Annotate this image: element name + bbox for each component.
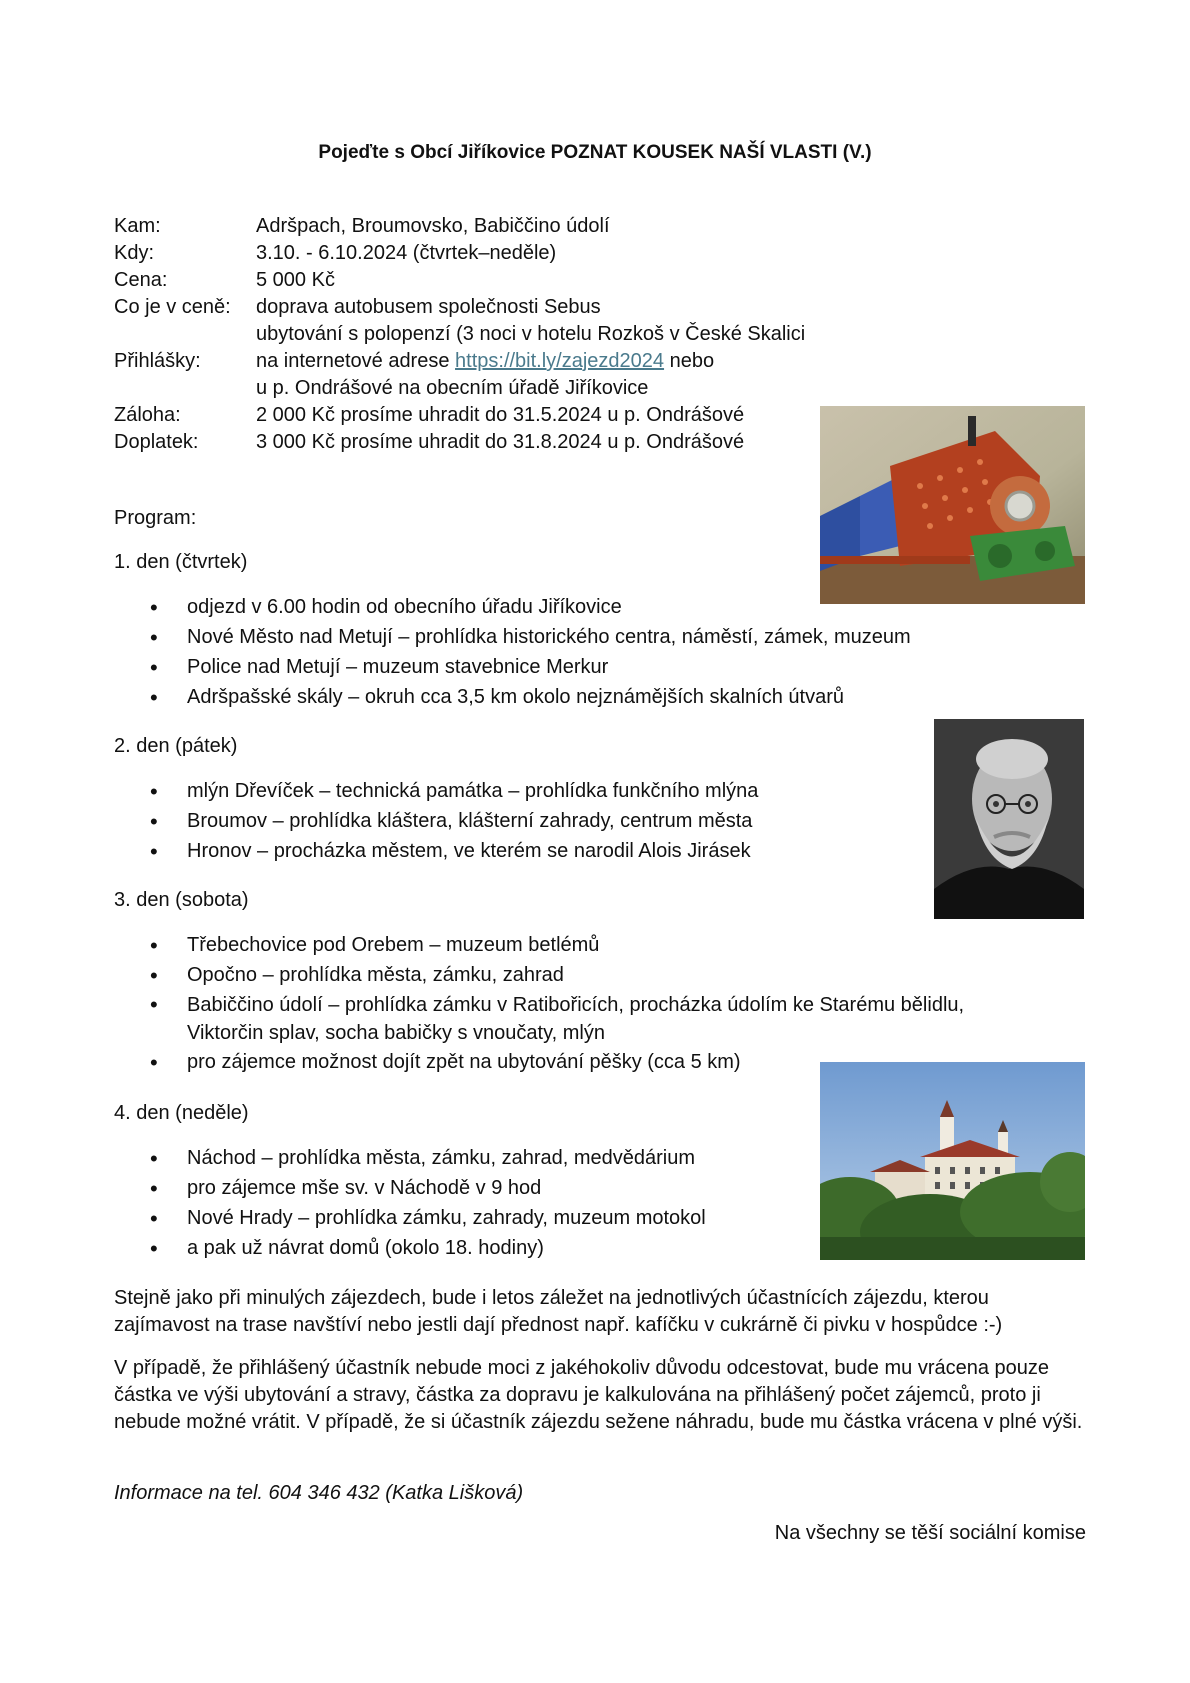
info-row-zaloha	[114, 402, 805, 429]
train-photo	[820, 406, 1085, 604]
castle-illustration	[820, 1062, 1085, 1260]
info-value: 3.10. - 6.10.2024 (čtvrtek–neděle)	[256, 242, 557, 264]
list-item: • Nové Hrady – prohlídka zámku, zahrady, muzeum motokol	[150, 1204, 706, 1233]
program-label: Program:	[114, 507, 197, 529]
info-label: Doplatek:	[114, 431, 199, 453]
day-list	[150, 931, 964, 1078]
list-item: • mlýn Dřevíček – technická památka – prohlídka funkčního mlýna	[150, 777, 758, 806]
signature: Na všechny se těší sociální komise	[774, 1522, 1086, 1544]
info-label: Kdy:	[114, 242, 155, 264]
prihlasky-prefix: na internetové adrese	[256, 350, 456, 372]
day-heading: 3. den (sobota)	[114, 889, 249, 911]
list-item-line: Babiččino údolí – prohlídka zámku v Ratibořicích, procházka údolím ke Starému bělidlu,	[187, 994, 965, 1016]
info-row-doplatek	[114, 429, 805, 456]
info-row-cene	[114, 294, 805, 321]
page-title: Pojeďte s Obcí Jiříkovice POZNAT KOUSEK NAŠÍ VLASTI (V.)	[318, 142, 872, 163]
list-item: • Nové Město nad Metují – prohlídka historického centra, náměstí, zámek, muzeum	[150, 623, 911, 652]
info-value: 5 000 Kč	[256, 269, 335, 291]
day-heading: 1. den (čtvrtek)	[114, 551, 248, 573]
list-item: • pro zájemce možnost dojít zpět na ubytování pěšky (cca 5 km)	[150, 1048, 964, 1077]
day-heading: 4. den (neděle)	[114, 1102, 249, 1124]
info-label-empty	[114, 321, 256, 348]
list-item: • Třebechovice pod Orebem – muzeum betlémů	[150, 931, 964, 960]
info-label: Cena:	[114, 269, 168, 291]
info-label: Kam:	[114, 215, 161, 237]
list-item: • Hronov – procházka městem, ve kterém se narodil Alois Jirásek	[150, 837, 758, 866]
info-value	[256, 348, 714, 375]
day-heading: 2. den (pátek)	[114, 735, 238, 757]
info-paragraph: Stejně jako při minulých zájezdech, bude i letos záležet na jednotlivých účastnících zájezdu, kterou zajímavost na trase navštíví nebo jestli dají přednost např. kafíčku v cukrárně či pivku v hospůdce :-)	[114, 1287, 1003, 1336]
list-item: • odjezd v 6.00 hodin od obecního úřadu Jiříkovice	[150, 593, 911, 622]
list-item: • Broumov – prohlídka kláštera, klášterní zahrady, centrum města	[150, 807, 758, 836]
portrait-illustration	[934, 719, 1084, 919]
train-illustration	[820, 406, 1085, 604]
info-row-prihlasky-2	[114, 375, 805, 402]
list-item: • Náchod – prohlídka města, zámku, zahrad, medvědárium	[150, 1144, 706, 1173]
day-list	[150, 593, 911, 713]
contact-line: Informace na tel. 604 346 432 (Katka Lišková)	[114, 1482, 524, 1504]
info-value: u p. Ondrášové na obecním úřadě Jiříkovice	[256, 377, 649, 399]
info-value: doprava autobusem společnosti Sebus	[256, 296, 601, 318]
list-item: • pro zájemce mše sv. v Náchodě v 9 hod	[150, 1174, 706, 1203]
list-item: • Police nad Metují – muzeum stavebnice Merkur	[150, 653, 911, 682]
day-list	[150, 777, 758, 867]
trip-info	[114, 213, 805, 456]
list-item: • a pak už návrat domů (okolo 18. hodiny)	[150, 1234, 706, 1263]
info-row-kdy	[114, 240, 805, 267]
info-row-cena	[114, 267, 805, 294]
info-value: 3 000 Kč prosíme uhradit do 31.8.2024 u p. Ondrášové	[256, 431, 745, 453]
info-value: Adršpach, Broumovsko, Babiččino údolí	[256, 215, 610, 237]
list-item-line: Viktorčin splav, socha babičky s vnoučaty, mlýn	[187, 1022, 605, 1044]
info-label: Co je v ceně:	[114, 296, 231, 318]
info-row-prihlasky	[114, 348, 805, 375]
info-row-kam	[114, 213, 805, 240]
info-label: Záloha:	[114, 404, 181, 426]
day-list	[150, 1144, 706, 1264]
info-label-empty	[114, 375, 256, 402]
info-value: ubytování s polopenzí (3 noci v hotelu Rozkoš v České Skalici	[256, 323, 806, 345]
refund-paragraph: V případě, že přihlášený účastník nebude moci z jakéhokoliv důvodu odcestovat, bude mu vrácena pouze částka ve výši ubytování a stravy, částka za dopravu je kalkulována na přihlášený počet zájemců, proto ji nebude možné vrátit. V případě, že si účastník zájezdu sežene náhradu, bude mu částka vrácena v plné výši.	[114, 1357, 1083, 1433]
registration-link[interactable]: https://bit.ly/zajezd2024	[455, 350, 665, 372]
info-value: 2 000 Kč prosíme uhradit do 31.5.2024 u p. Ondrášové	[256, 404, 745, 426]
prihlasky-suffix: nebo	[664, 350, 715, 372]
portrait-photo	[934, 719, 1084, 919]
list-item	[150, 991, 964, 1047]
list-item: • Adršpašské skály – okruh cca 3,5 km okolo nejznámějších skalních útvarů	[150, 683, 911, 712]
castle-photo	[820, 1062, 1085, 1260]
info-label: Přihlášky:	[114, 350, 201, 372]
list-item: • Opočno – prohlídka města, zámku, zahrad	[150, 961, 964, 990]
info-row-cene-2	[114, 321, 805, 348]
